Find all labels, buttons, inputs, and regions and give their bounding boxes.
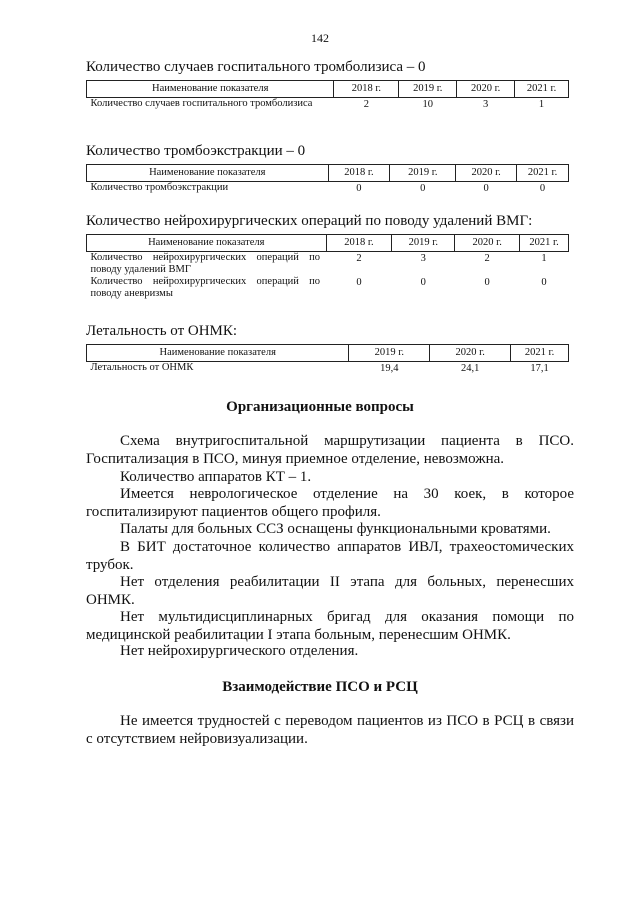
row-indicator-name: Количество нейрохирургических операций по поводу удалений ВМГ <box>90 252 321 275</box>
row-indicator-name: Летальность от ОНМК <box>90 362 194 373</box>
thrombectomy-table <box>86 164 569 196</box>
row-value: 0 <box>539 183 546 194</box>
row-value: 0 <box>356 183 362 194</box>
table-row <box>87 182 569 197</box>
body-paragraph <box>86 574 574 609</box>
paragraph-text: Палаты для больных ССЗ оснащены функциональными кроватями. <box>120 521 551 537</box>
row-value: 17,1 <box>530 363 549 374</box>
row-value: 2 <box>484 253 490 264</box>
column-header-indicator: Наименование показателя <box>87 165 329 182</box>
row-value: 0 <box>541 277 547 288</box>
paragraph-text: Количество аппаратов КТ – 1. <box>120 469 312 485</box>
column-header-indicator: Наименование показателя <box>87 345 349 362</box>
paragraph-text: Не имеется трудностей с переводом пациентов из ПСО в РСЦ в связи с отсутствием нейровизуализации. <box>86 713 574 747</box>
row-value: 10 <box>422 99 433 110</box>
column-header-year: 2019 г. <box>390 165 456 182</box>
column-header-year: 2021 г. <box>511 345 569 362</box>
thrombectomy-heading: Количество тромбоэкстракции – 0 <box>86 143 306 159</box>
mortality-heading: Летальность от ОНМК: <box>86 323 238 339</box>
table-header-row <box>87 81 569 98</box>
neurosurgery-table <box>86 234 569 300</box>
body-paragraph <box>86 433 574 468</box>
paragraph-text: Нет отделения реабилитации II этапа для больных, перенесших ОНМК. <box>86 574 574 608</box>
row-indicator-name: Количество нейрохирургических операций по поводу аневризмы <box>90 276 321 299</box>
row-value: 0 <box>484 277 490 288</box>
row-indicator-name: Количество случаев госпитального тромболизиса <box>90 98 313 109</box>
org-section-title: Организационные вопросы <box>226 399 414 415</box>
paragraph-text: В БИТ достаточное количество аппаратов ИВЛ, трахеостомических трубок. <box>86 539 574 573</box>
row-value: 0 <box>420 277 426 288</box>
body-paragraph <box>86 713 574 748</box>
neurosurgery-heading: Количество нейрохирургических операций по поводу удалений ВМГ: <box>86 213 533 229</box>
column-header-year: 2020 г. <box>455 235 520 252</box>
interaction-section-title: Взаимодействие ПСО и РСЦ <box>222 679 418 695</box>
row-value: 0 <box>420 183 426 194</box>
body-paragraph <box>86 469 311 487</box>
row-value: 0 <box>356 277 362 288</box>
row-value: 3 <box>420 253 426 264</box>
paragraph-text: Нет нейрохирургического отделения. <box>120 643 359 659</box>
body-paragraph <box>86 486 574 521</box>
row-value: 2 <box>363 99 369 110</box>
column-header-year: 2020 г. <box>456 165 517 182</box>
column-header-indicator: Наименование показателя <box>87 235 327 252</box>
paragraph-text: Нет мультидисциплинарных бригад для оказания помощи по медицинской реабилитации I этапа больным, перенесшим ОНМК. <box>86 609 574 643</box>
body-paragraph <box>86 521 551 539</box>
body-paragraph <box>86 643 358 661</box>
row-value: 24,1 <box>460 363 480 374</box>
column-header-year: 2020 г. <box>457 81 515 98</box>
paragraph-text: Имеется неврологическое отделение на 30 коек, в которое госпитализируют пациентов общего профиля. <box>86 486 574 520</box>
table-row <box>87 276 569 300</box>
column-header-year: 2018 г. <box>334 81 399 98</box>
table-header-row <box>87 345 569 362</box>
row-value: 1 <box>541 253 547 264</box>
body-paragraph <box>86 539 574 574</box>
table-row <box>87 98 569 113</box>
row-indicator-name: Количество тромбоэкстракции <box>90 182 229 193</box>
column-header-year: 2019 г. <box>399 81 457 98</box>
column-header-year: 2020 г. <box>430 345 511 362</box>
table-header-row <box>87 235 569 252</box>
column-header-year: 2019 г. <box>349 345 430 362</box>
column-header-indicator: Наименование показателя <box>87 81 334 98</box>
thrombolysis-table <box>86 80 569 112</box>
table-header-row <box>87 165 569 182</box>
column-header-year: 2021 г. <box>520 235 569 252</box>
row-value: 0 <box>483 183 489 194</box>
column-header-year: 2021 г. <box>515 81 569 98</box>
thrombolysis-heading: Количество случаев госпитального тромболизиса – 0 <box>86 59 426 75</box>
row-value: 1 <box>538 99 545 110</box>
body-paragraph <box>86 609 574 644</box>
table-row <box>87 362 569 377</box>
mortality-table <box>86 344 569 376</box>
column-header-year: 2019 г. <box>392 235 455 252</box>
page-number: 142 <box>311 31 329 45</box>
column-header-year: 2018 г. <box>326 235 392 252</box>
paragraph-text: Схема внутригоспитальной маршрутизации пациента в ПСО. Госпитализация в ПСО, минуя приемное отделение, невозможна. <box>86 433 574 467</box>
table-row <box>87 252 569 277</box>
row-value: 2 <box>356 253 362 264</box>
column-header-year: 2021 г. <box>517 165 569 182</box>
row-value: 3 <box>483 99 489 110</box>
column-header-year: 2018 г. <box>328 165 390 182</box>
row-value: 19,4 <box>380 363 399 374</box>
